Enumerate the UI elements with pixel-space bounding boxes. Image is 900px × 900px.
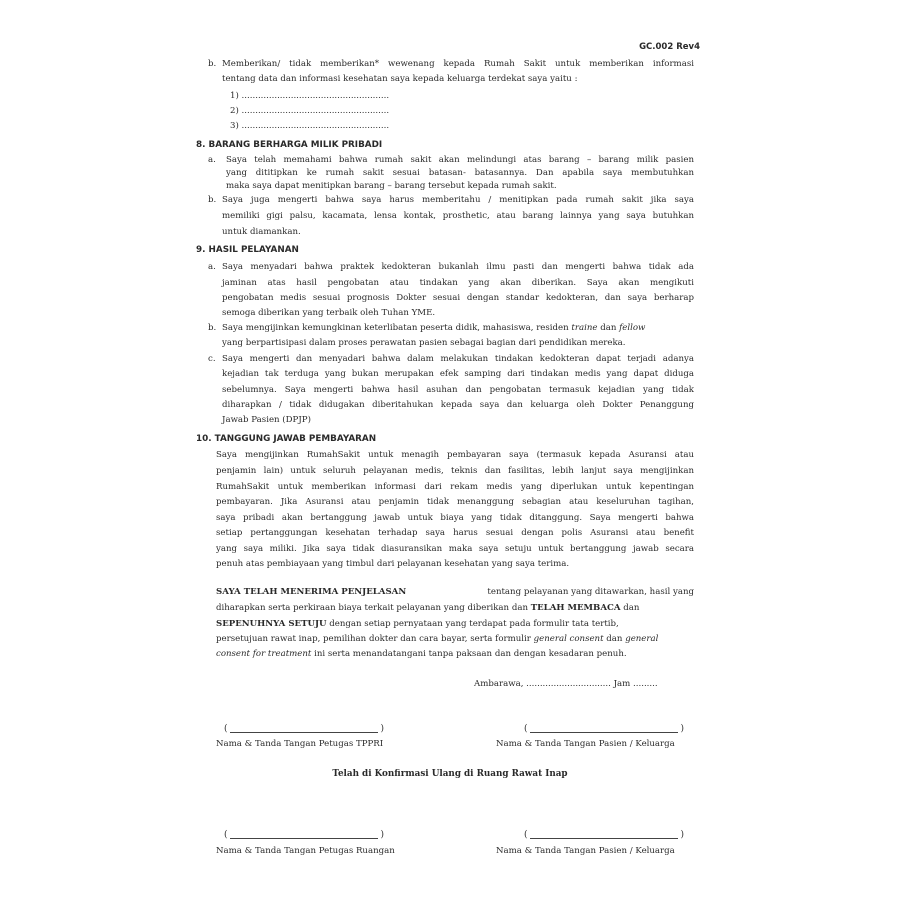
- s9-c-line-5: Jawab Pasien (DPJP): [222, 415, 311, 425]
- s8-a-line-2: yang dititipkan ke rumah sakit sesuai batasan- batasannya. Dan apabila saya membutuhkan: [226, 168, 694, 178]
- statement-line-3: [216, 618, 619, 631]
- paren-close: ): [680, 830, 684, 840]
- family-blank-2: 2) ......................................................: [230, 106, 390, 116]
- s8-b-line-2: memiliki gigi palsu, kacamata, lensa kontak, prosthetic, atau barang lainnya yang saya butuhkan: [222, 211, 694, 221]
- statement-l1-rest: tentang pelayanan yang ditawarkan, hasil yang: [487, 587, 694, 597]
- paren-open: (: [224, 830, 228, 840]
- s9-a-line-2: jaminan atas hasil pengobatan atau tindakan yang akan diberikan. Saya akan mengikuti: [222, 278, 694, 288]
- paren-open: (: [524, 830, 528, 840]
- signature-label-patient-1: Nama & Tanda Tangan Pasien / Keluarga: [496, 739, 675, 749]
- statement-general-consent: general consent: [533, 634, 604, 644]
- s8-a-line-3: maka saya dapat menitipkan barang – barang tersebut kepada rumah sakit.: [226, 181, 557, 191]
- statement-l2-post: dan: [620, 603, 640, 613]
- reconfirm-title: Telah di Konfirmasi Ulang di Ruang Rawat Inap: [332, 769, 568, 779]
- s10-line-2: penjamin lain) untuk seluruh pelayanan medis, teknis dan fasilitas, lebih lanjut saya mengijinkan: [216, 466, 694, 476]
- statement-received-explanation: SAYA TELAH MENERIMA PENJELASAN: [216, 587, 407, 597]
- s9-c-line-4: diharapkan / tidak didugakan diberitahukan kepada saya dan keluarga oleh Dokter Penanggung: [222, 400, 694, 410]
- s9-b-line-1: [222, 322, 645, 335]
- section-10-title: 10. TANGGUNG JAWAB PEMBAYARAN: [196, 434, 377, 444]
- s8-b-label: b.: [208, 195, 217, 205]
- signature-line-room-officer[interactable]: [224, 830, 384, 840]
- s9-a-label: a.: [208, 262, 216, 272]
- s10-line-3: RumahSakit untuk memberikan informasi dari rekam medis yang diperlukan untuk kepentingan: [216, 482, 694, 492]
- statement-line-2: [216, 602, 639, 615]
- statement-have-read: TELAH MEMBACA: [530, 603, 621, 613]
- s9-c-line-2: kejadian tak terduga yang bukan merupakan efek samping dari tindakan medis yang dapat diduga: [222, 369, 694, 379]
- signature-label-room-officer: Nama & Tanda Tangan Petugas Ruangan: [216, 846, 395, 856]
- family-blank-3: 3) ......................................................: [230, 121, 390, 131]
- statement-consent-for-treatment: consent for treatment: [216, 649, 312, 659]
- s10-line-1: Saya mengijinkan RumahSakit untuk menagih pembayaran saya (termasuk kepada Asuransi atau: [216, 450, 694, 460]
- statement-l4-pre: persetujuan rawat inap, pemilihan dokter dan cara bayar, serta formulir: [216, 634, 534, 644]
- s9-c-label: c.: [208, 354, 216, 364]
- signature-line-patient-1[interactable]: [524, 724, 684, 734]
- s9-b-line-1-text: Saya mengijinkan kemungkinan keterlibatan peserta didik, mahasiswa, residen: [222, 323, 572, 333]
- s9-a-line-1: Saya menyadari bahwa praktek kedokteran bukanlah ilmu pasti dan mengerti bahwa tidak ada: [222, 262, 694, 272]
- s8-b-line-1: Saya juga mengerti bahwa saya harus memberitahu / menitipkan pada rumah sakit jika saya: [222, 195, 694, 205]
- s9-b-mid: dan: [597, 323, 620, 333]
- signature-line-patient-2[interactable]: [524, 830, 684, 840]
- s9-b-traine: traine: [571, 323, 598, 333]
- signature-label-patient-2: Nama & Tanda Tangan Pasien / Keluarga: [496, 846, 675, 856]
- statement-line-1: [216, 586, 694, 599]
- item-b-line-2: tentang data dan informasi kesehatan saya kepada keluarga terdekat saya yaitu :: [222, 74, 578, 84]
- statement-l3-rest: dengan setiap pernyataan yang terdapat pada formulir tata tertib,: [326, 619, 619, 629]
- signature-line-tppri[interactable]: [224, 724, 384, 734]
- s9-a-line-3: pengobatan medis sesuai prognosis Dokter sesuai dengan standar kedokteran, dan saya berharap: [222, 293, 694, 303]
- s9-b-label: b.: [208, 323, 217, 333]
- s10-line-4: pembayaran. Jika Asuransi atau penjamin tidak menanggung sebagian atau keseluruhan tagihan,: [216, 497, 694, 507]
- statement-general: general: [625, 634, 659, 644]
- s10-line-8: penuh atas pembiayaan yang timbul dari pelayanan kesehatan yang saya terima.: [216, 559, 570, 569]
- s10-line-6: setiap pertanggungan kesehatan terhadap saya harus sesuai dengan polis Asuransi atau benefit: [216, 528, 694, 538]
- paren-open: (: [524, 724, 528, 734]
- signature-underline: [530, 732, 678, 733]
- signature-underline: [530, 838, 678, 839]
- paren-open: (: [224, 724, 228, 734]
- statement-l4-mid: dan: [603, 634, 626, 644]
- s9-c-line-3: sebelumnya. Saya mengerti bahwa hasil asuhan dan pengobatan termasuk kejadian yang tidak: [222, 385, 694, 395]
- signature-underline: [230, 732, 378, 733]
- s8-a-line-1: Saya telah memahami bahwa rumah sakit akan melindungi atas barang – barang milik pasien: [226, 155, 694, 165]
- item-b-label: b.: [208, 59, 217, 69]
- place-date-time: Ambarawa, ............................... Jam .........: [474, 679, 658, 689]
- family-blank-1: 1) ......................................................: [230, 91, 390, 101]
- s8-b-line-3: untuk diamankan.: [222, 227, 301, 237]
- item-b-line-1: Memberikan/ tidak memberikan* wewenang kepada Rumah Sakit untuk memberikan informasi: [222, 59, 694, 69]
- s10-line-7: yang saya miliki. Jika saya tidak diasuransikan maka saya setuju untuk bertanggung jawab secara: [216, 544, 694, 554]
- s9-b-line-2: yang berpartisipasi dalam proses perawatan pasien sebagai bagian dari pendidikan mereka.: [222, 338, 626, 348]
- paren-close: ): [380, 724, 384, 734]
- signature-underline: [230, 838, 378, 839]
- statement-line-4: [216, 633, 658, 646]
- s9-b-fellow: fellow: [619, 323, 646, 333]
- s8-a-label: a.: [208, 155, 216, 165]
- paren-close: ): [680, 724, 684, 734]
- s9-a-line-4: semoga diberikan yang terbaik oleh Tuhan YME.: [222, 308, 436, 318]
- statement-fully-agree: SEPENUHNYA SETUJU: [216, 619, 327, 629]
- s9-c-line-1: Saya mengerti dan menyadari bahwa dalam melakukan tindakan kedokteran dapat terjadi adanya: [222, 354, 694, 364]
- s10-line-5: saya pribadi akan bertanggung jawab untuk biaya yang tidak ditanggung. Saya mengerti bahwa: [216, 513, 694, 523]
- signature-label-tppri: Nama & Tanda Tangan Petugas TPPRI: [216, 739, 384, 749]
- section-9-title: 9. HASIL PELAYANAN: [196, 245, 299, 255]
- statement-l5-rest: ini serta menandatangani tanpa paksaan dan dengan kesadaran penuh.: [311, 649, 627, 659]
- paren-close: ): [380, 830, 384, 840]
- statement-l2-pre: diharapkan serta perkiraan biaya terkait pelayanan yang diberikan dan: [216, 603, 531, 613]
- statement-line-5: [216, 648, 627, 661]
- document-code: GC.002 Rev4: [639, 42, 700, 52]
- section-8-title: 8. BARANG BERHARGA MILIK PRIBADI: [196, 140, 383, 150]
